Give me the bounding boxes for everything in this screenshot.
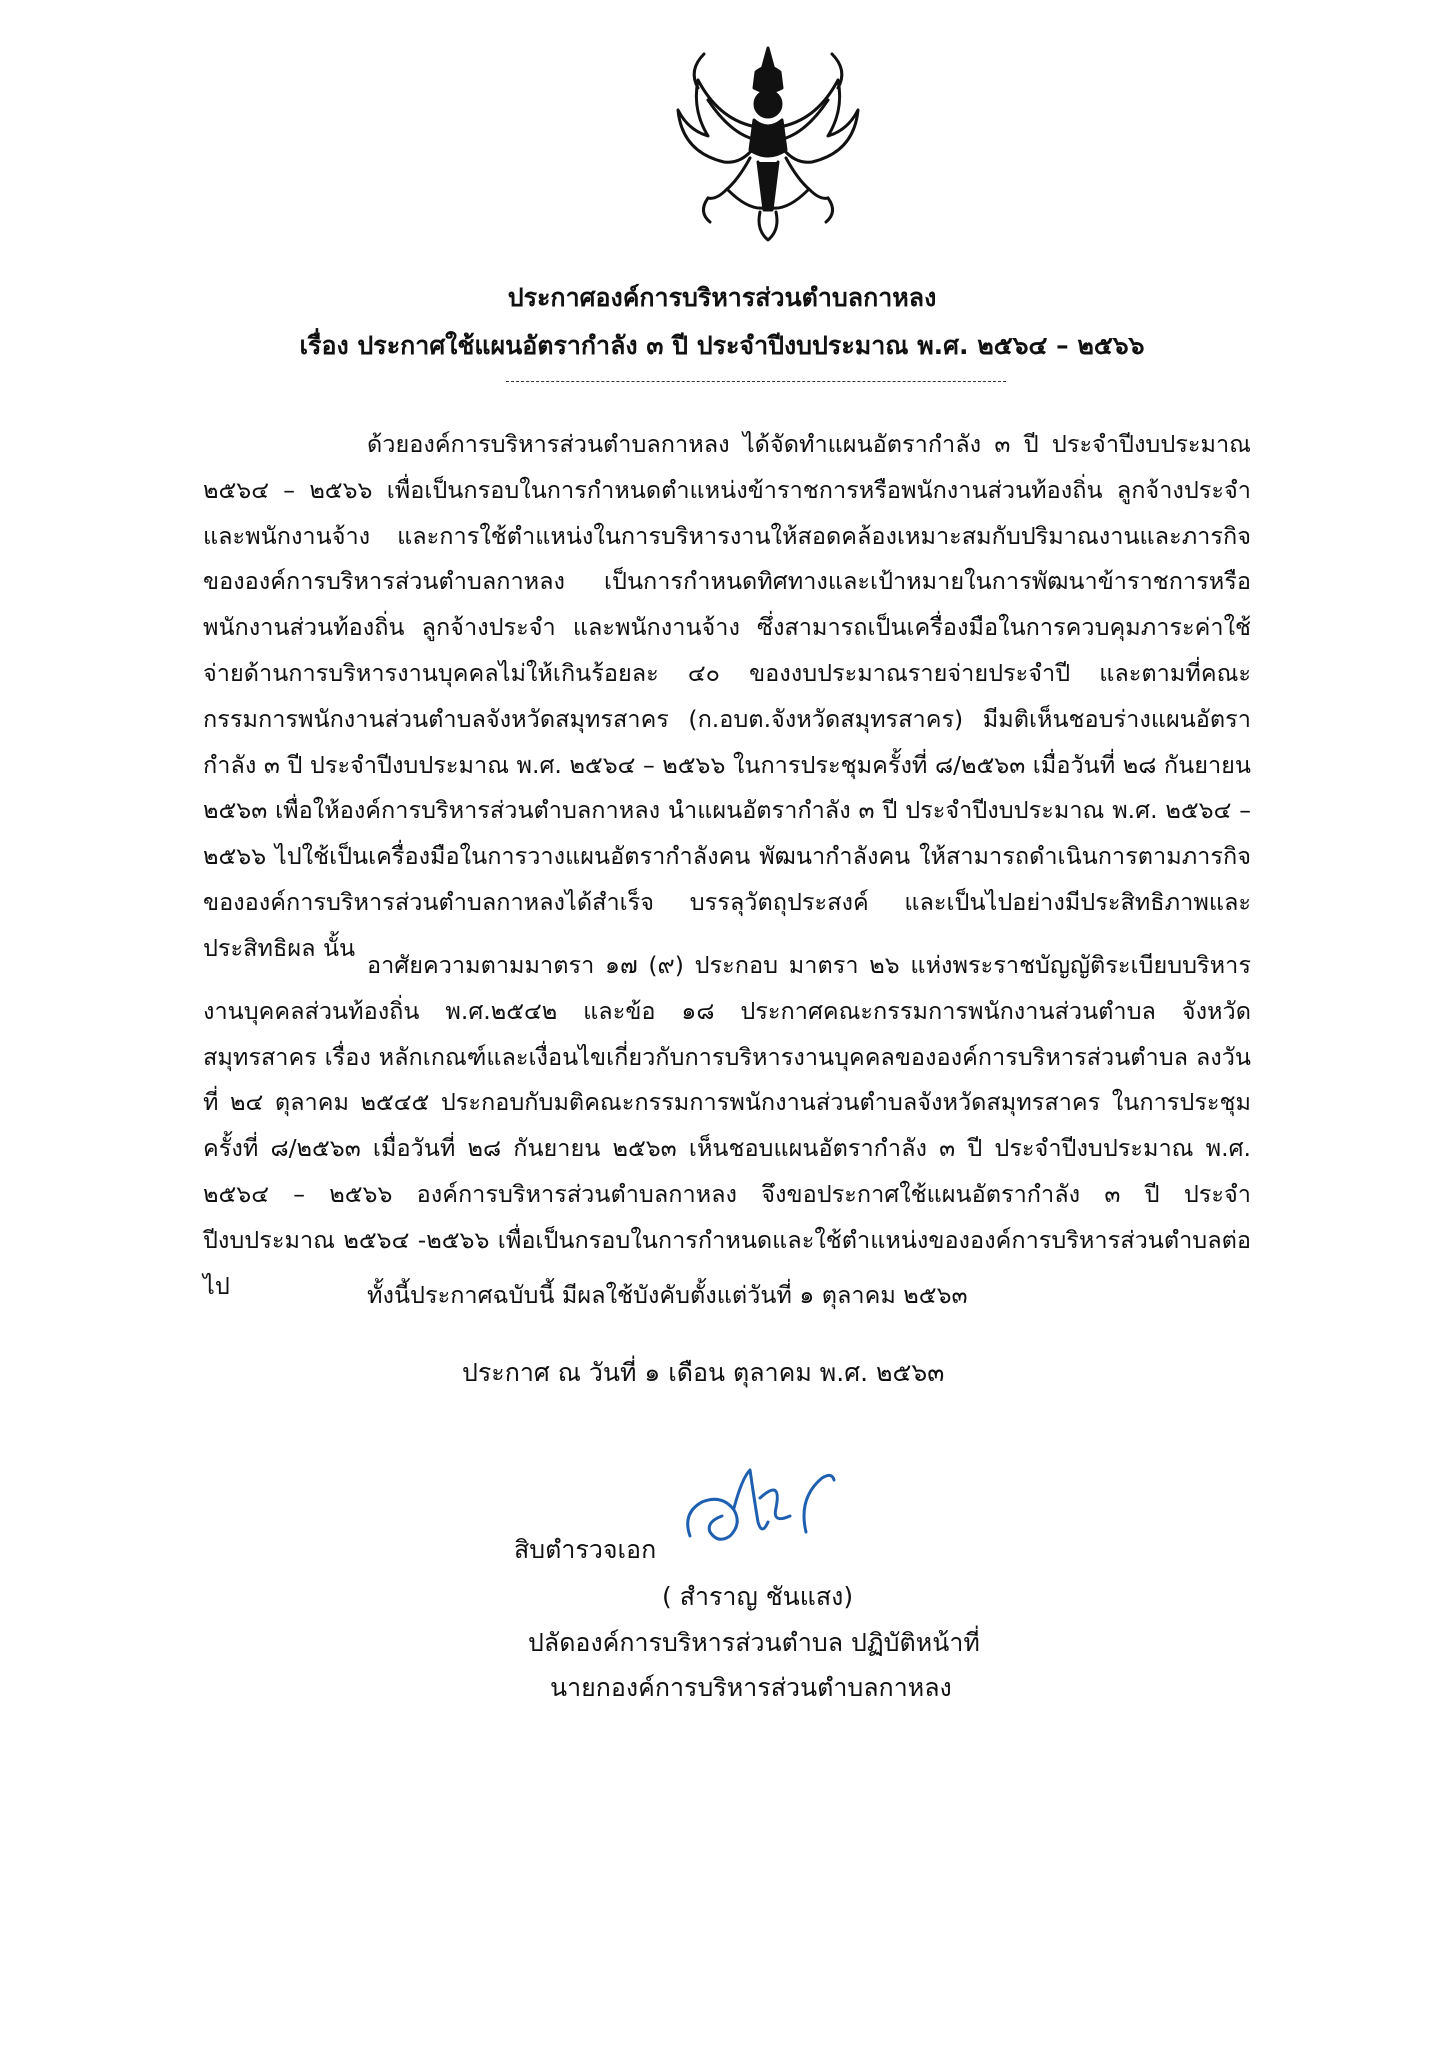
body-paragraph-3: ทั้งนี้ประกาศฉบับนี้ มีผลใช้บังคับตั้งแต่วันที่ ๑ ตุลาคม ๒๕๖๓ bbox=[367, 1281, 968, 1309]
signer-acting-position: นายกองค์การบริหารส่วนตำบลกาหลง bbox=[550, 1673, 952, 1702]
signer-rank: สิบตำรวจเอก bbox=[514, 1535, 657, 1564]
document-title: ประกาศองค์การบริหารส่วนตำบลกาหลง bbox=[507, 283, 937, 312]
title-divider bbox=[506, 381, 1006, 382]
body-paragraph-1: ด้วยองค์การบริหารส่วนตำบลกาหลง ได้จัดทำแผนอัตรากำลัง ๓ ปี ประจำปีงบประมาณ ๒๕๖๔ – ๒๕๖๖ เพื่อเป็นกรอบในการกำหนดตำแหน่งข้าราชการหรือพนักงานส่วนท้องถิ่น ลูกจ้างประจำ และพนักงานจ้าง และการใช้ตำแหน่งในการบริหารงานให้สอดคล้องเหมาะสมกับปริมาณงานและภารกิจขององค์การบริหารส่วนตำบลกาหลง เป็นการกำหนดทิศทางและเป้าหมายในการพัฒนาข้าราชการหรือพนักงานส่วนท้องถิ่น ลูกจ้างประจำ และพนักงานจ้าง ซึ่งสามารถเป็นเครื่องมือในการควบคุมภาระค่าใช้จ่ายด้านการบริหารงานบุคคลไม่ให้เกินร้อยละ ๔๐ ของงบประมาณรายจ่ายประจำปี และตามที่คณะกรรมการพนักงานส่วนตำบลจังหวัดสมุทรสาคร (ก.อบต.จังหวัดสมุทรสาคร) มีมติเห็นชอบร่างแผนอัตรากำลัง ๓ ปี ประจำปีงบประมาณ พ.ศ. ๒๕๖๔ – ๒๕๖๖ ในการประชุมครั้งที่ ๘/๒๕๖๓ เมื่อวันที่ ๒๘ กันยายน ๒๕๖๓ เพื่อให้องค์การบริหารส่วนตำบลกาหลง นำแผนอัตรากำลัง ๓ ปี ประจำปีงบประมาณ พ.ศ. ๒๕๖๔ – ๒๕๖๖ ไปใช้เป็นเครื่องมือในการวางแผนอัตรากำลังคน พัฒนากำลังคน ให้สามารถดำเนินการตามภารกิจขององค์การบริหารส่วนตำบลกาหลงได้สำเร็จ บรรลุวัตถุประสงค์ และเป็นไปอย่างมีประสิทธิภาพและประสิทธิผล นั้น bbox=[203, 430, 1251, 962]
document-subject: เรื่อง ประกาศใช้แผนอัตรากำลัง ๓ ปี ประจำปีงบประมาณ พ.ศ. ๒๕๖๔ – ๒๕๖๖ bbox=[299, 331, 1145, 360]
signer-position: ปลัดองค์การบริหารส่วนตำบล ปฏิบัติหน้าที่ bbox=[528, 1628, 980, 1657]
dateline: ประกาศ ณ วันที่ ๑ เดือน ตุลาคม พ.ศ. ๒๕๖๓ bbox=[462, 1358, 945, 1387]
garuda-emblem-icon bbox=[668, 40, 868, 250]
signer-name: ( สำราญ ชันแสง) bbox=[662, 1582, 854, 1611]
body-paragraph-2: อาศัยความตามมาตรา ๑๗ (๙) ประกอบ มาตรา ๒๖ แห่งพระราชบัญญัติระเบียบบริหารงานบุคคลส่วนท้องถิ่น พ.ศ.๒๕๔๒ และข้อ ๑๘ ประกาศคณะกรรมการพนักงานส่วนตำบล จังหวัดสมุทรสาคร เรื่อง หลักเกณฑ์และเงื่อนไขเกี่ยวกับการบริหารงานบุคคลขององค์การบริหารส่วนตำบล ลงวันที่ ๒๔ ตุลาคม ๒๕๔๕ ประกอบกับมติคณะกรรมการพนักงานส่วนตำบลจังหวัดสมุทรสาคร ในการประชุมครั้งที่ ๘/๒๕๖๓ เมื่อวันที่ ๒๘ กันยายน ๒๕๖๓ เห็นชอบแผนอัตรากำลัง ๓ ปี ประจำปีงบประมาณ พ.ศ. ๒๕๖๔ – ๒๕๖๖ องค์การบริหารส่วนตำบลกาหลง จึงขอประกาศใช้แผนอัตรากำลัง ๓ ปี ประจำปีงบประมาณ ๒๕๖๔ -๒๕๖๖ เพื่อเป็นกรอบในการกำหนดและใช้ตำแหน่งขององค์การบริหารส่วนตำบลต่อไป bbox=[203, 951, 1251, 1300]
handwritten-signature bbox=[672, 1458, 872, 1568]
